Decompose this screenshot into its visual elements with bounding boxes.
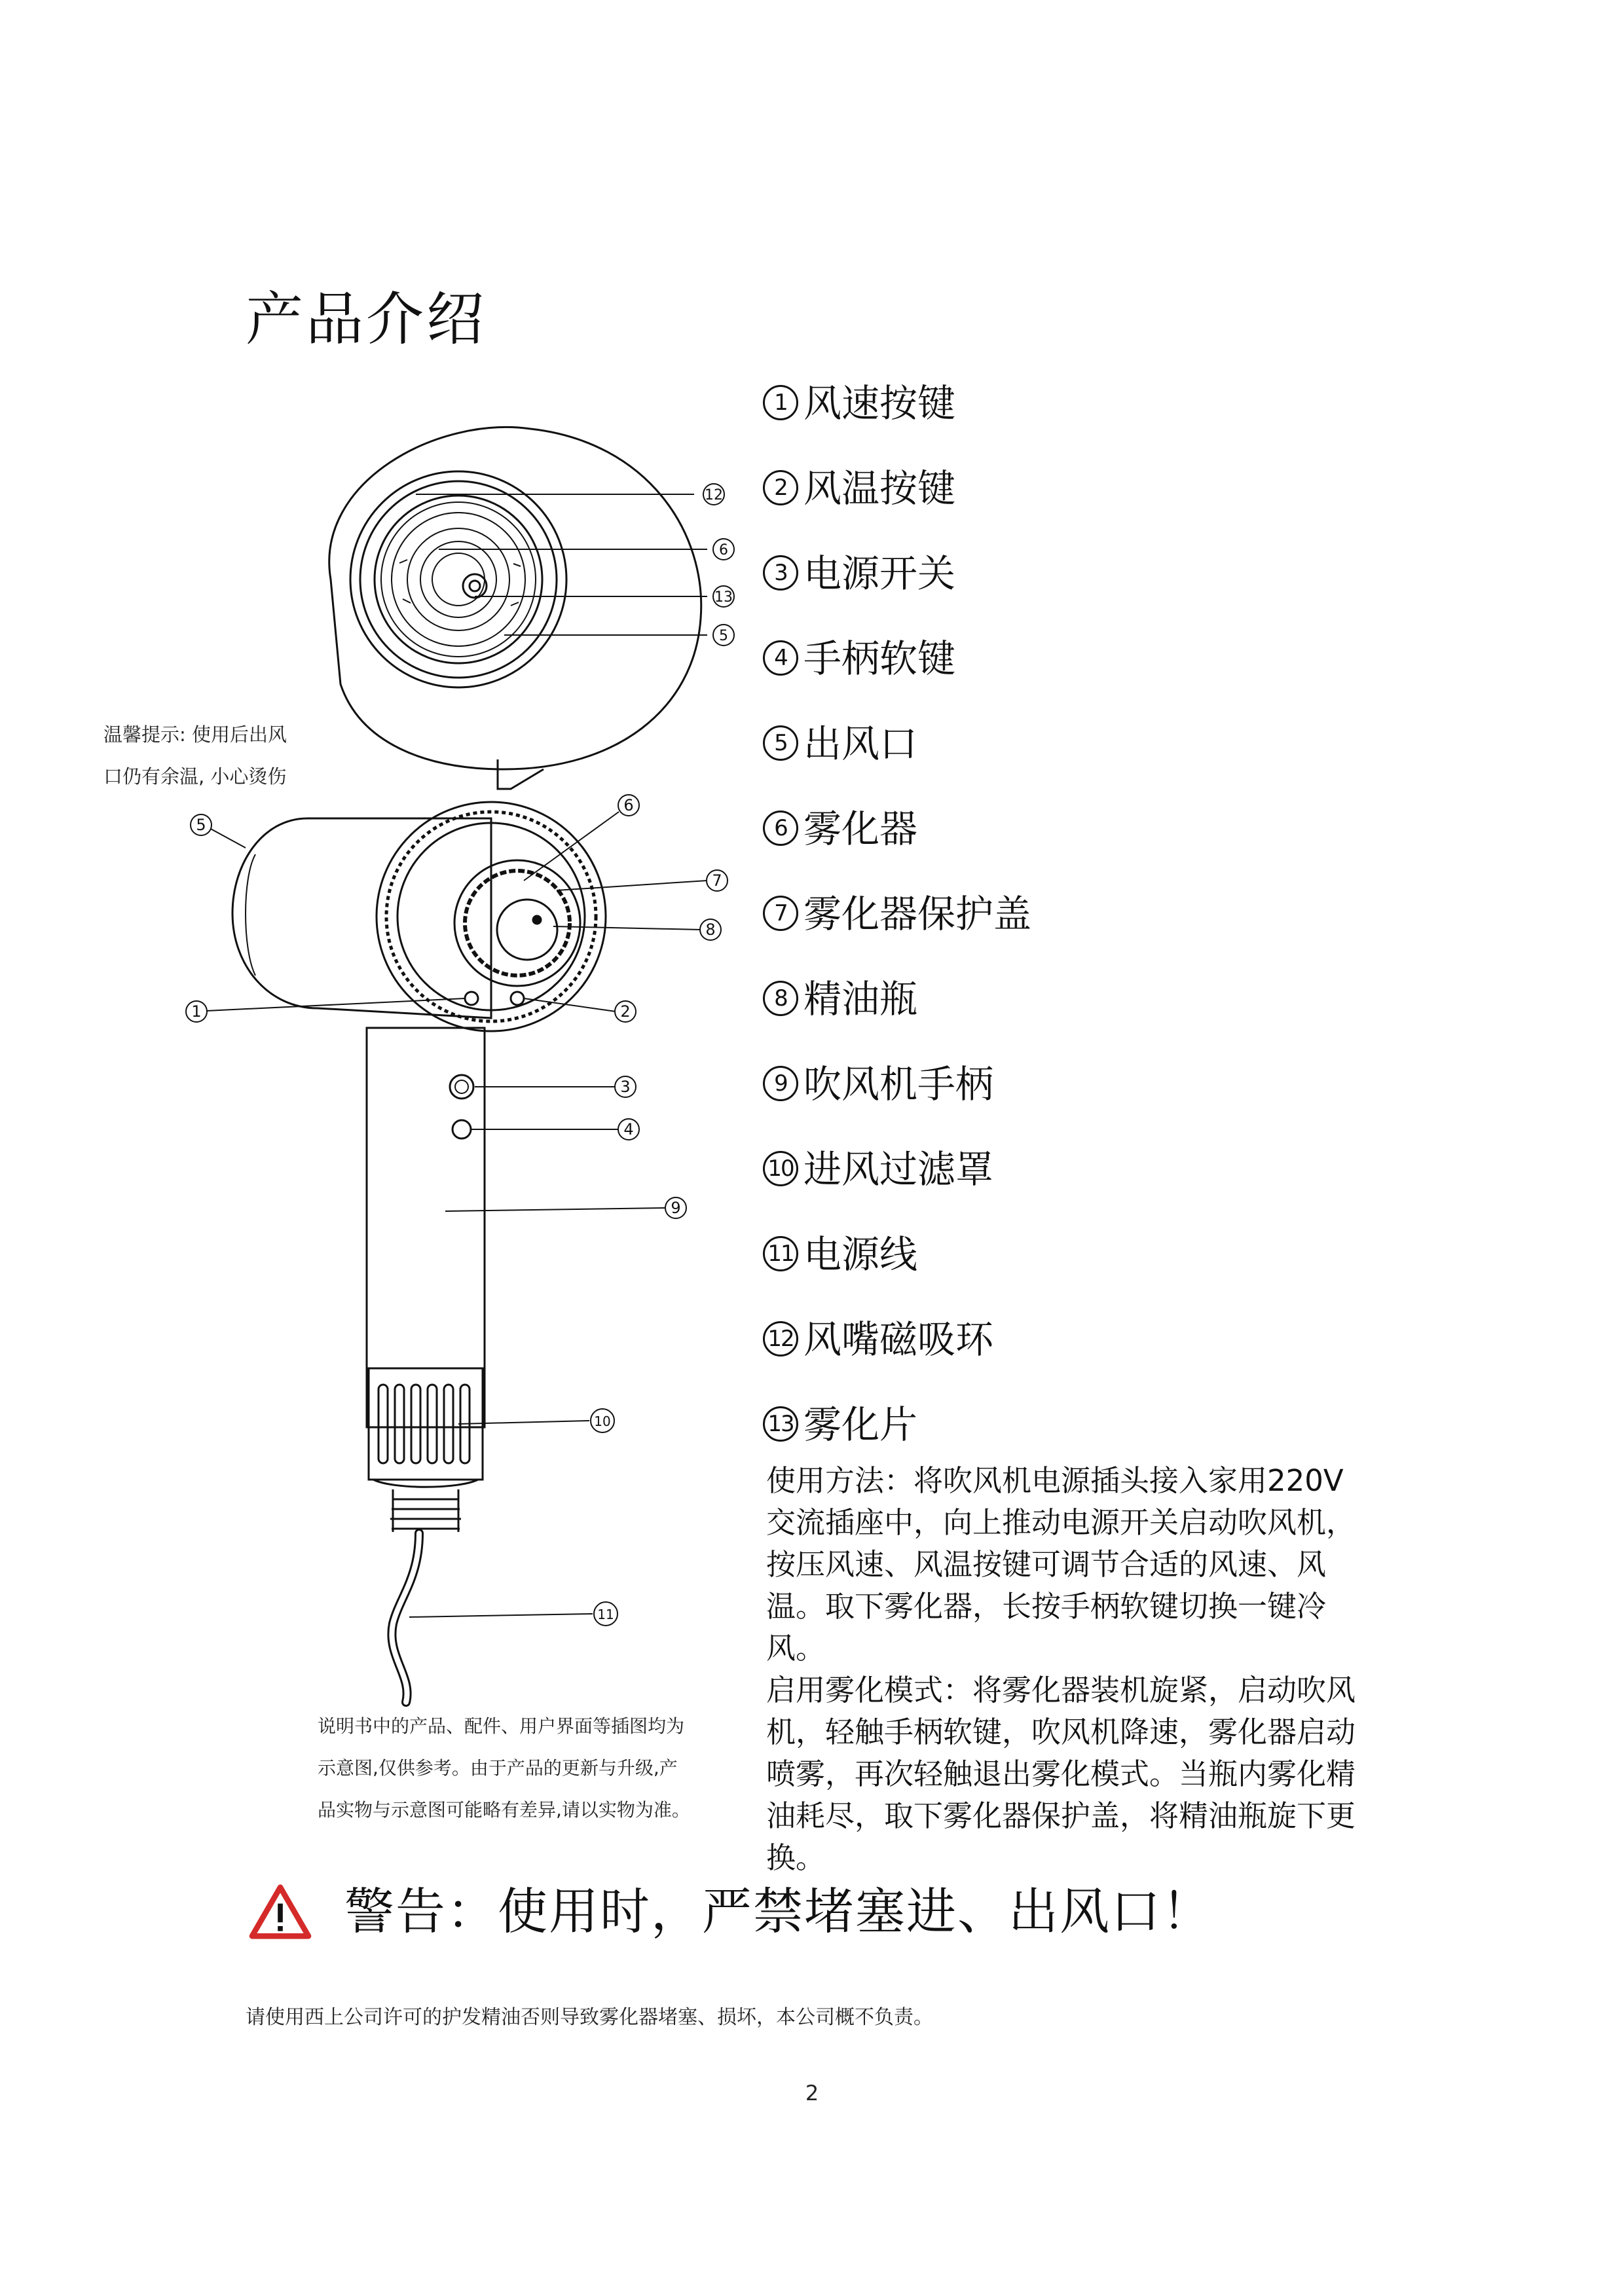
callout-4 [618, 1119, 639, 1140]
warning-triangle-icon [249, 1884, 312, 1940]
callout-1-label: 1 [191, 1002, 202, 1021]
part-number-badge: 9 [763, 1066, 798, 1101]
handle-soft-key [452, 1120, 471, 1139]
callout-2-label: 2 [620, 1002, 631, 1021]
part-label: 出风口 [803, 721, 918, 766]
callout-10 [591, 1409, 614, 1432]
diagram-hair-dryer [183, 792, 747, 1722]
usage-paragraph-basic: 使用方法：将吹风机电源插头接入家用220V 交流插座中，向上推动电源开关启动吹风机，按压风速、风温按键可调节合适的风速、风温。取下雾化器，长按手柄软键切换一键冷风。 [766, 1463, 1356, 1666]
oil-footnote: 请使用西上公司许可的护发精油否则导致雾化器堵塞、损坏，本公司概不负责。 [246, 2006, 933, 2029]
parts-list-item [763, 804, 1483, 889]
parts-list-item [763, 1144, 1483, 1230]
parts-list-item [763, 549, 1483, 634]
callout-6-label: 6 [623, 796, 634, 814]
diagram-nozzle-view [308, 403, 753, 795]
callout-3-label: 3 [620, 1078, 631, 1096]
callout-11 [594, 1602, 618, 1626]
callout-9 [665, 1197, 686, 1218]
temp-button [511, 992, 524, 1005]
page-title: 产品介绍 [246, 285, 487, 353]
part-number-badge: 11 [763, 1236, 798, 1271]
part-label: 精油瓶 [803, 977, 918, 1021]
parts-list-item [763, 1059, 1483, 1144]
speed-button [465, 992, 478, 1005]
part-label: 雾化器 [803, 807, 918, 851]
part-number-badge: 1 [763, 385, 798, 420]
part-number-badge: 4 [763, 640, 798, 676]
housing-outline [329, 427, 701, 769]
callout-9-label: 9 [671, 1199, 681, 1217]
disclaimer-line3: 品实物与示意图可能略有差异,请以实物为准。 [318, 1799, 690, 1821]
part-number-badge: 12 [763, 1321, 798, 1357]
callout-8 [700, 919, 721, 940]
parts-list-item [763, 464, 1483, 549]
callout-6-label: 6 [719, 542, 728, 558]
part-label: 风速按键 [803, 381, 956, 426]
dryer-head [232, 818, 491, 1018]
callout-7-label: 7 [712, 871, 722, 890]
parts-list-item [763, 974, 1483, 1059]
warm-hint [103, 714, 320, 797]
callout-5-label: 5 [719, 628, 728, 644]
callout-6 [713, 539, 734, 560]
part-label: 进风过滤罩 [803, 1147, 994, 1192]
parts-list-item [763, 1315, 1483, 1400]
atomizer-cover [454, 860, 580, 986]
callout-5 [191, 814, 212, 835]
usage-paragraph-atomizer: 启用雾化模式：将雾化器装机旋紧，启动吹风机，轻触手柄软键，吹风机降速，雾化器启动喷雾，再次轻触退出雾化模式。当瓶内雾化精油耗尽，取下雾化器保护盖，将精油瓶旋下更换。 [766, 1673, 1356, 1875]
parts-list-item [763, 889, 1483, 974]
part-label: 手柄软键 [803, 636, 956, 681]
warning-text: 警告：使用时，严禁堵塞进、出风口！ [344, 1882, 1213, 1941]
parts-list-item [763, 1230, 1483, 1315]
callout-2 [615, 1001, 636, 1022]
callout-6 [618, 795, 639, 816]
page-number: 2 [805, 2081, 819, 2105]
callout-4-label: 4 [623, 1120, 634, 1139]
part-number-badge: 6 [763, 811, 798, 846]
parts-list-item [763, 378, 1483, 464]
usage-instructions [766, 1460, 1382, 1879]
callout-7 [707, 870, 728, 891]
disclaimer-line1: 说明书中的产品、配件、用户界面等插图均为 [318, 1715, 685, 1737]
magnetic-ring [350, 471, 566, 687]
callout-1 [186, 1001, 207, 1022]
callout-13 [713, 586, 734, 607]
callout-8-label: 8 [705, 920, 716, 939]
parts-list-item [763, 719, 1483, 804]
callout-3 [615, 1076, 636, 1097]
callout-10-label: 10 [594, 1413, 611, 1429]
housing-base-tab [498, 759, 544, 789]
illustration-disclaimer [318, 1705, 737, 1831]
part-label: 吹风机手柄 [803, 1062, 994, 1106]
part-label: 风温按键 [803, 466, 956, 511]
part-number-badge: 7 [763, 896, 798, 931]
atomizer-disc [463, 574, 487, 598]
part-number-badge: 5 [763, 725, 798, 761]
part-number-badge: 3 [763, 555, 798, 591]
part-number-badge: 13 [763, 1406, 798, 1442]
callout-12-label: 12 [705, 487, 723, 503]
power-switch [450, 1075, 473, 1099]
callout-5-label: 5 [196, 816, 206, 834]
part-label: 雾化片 [803, 1402, 918, 1447]
disclaimer-line2: 示意图,仅供参考。由于产品的更新与升级,产 [318, 1757, 678, 1779]
part-label: 雾化器保护盖 [803, 892, 1032, 936]
part-number-badge: 2 [763, 470, 798, 505]
part-number-badge: 8 [763, 981, 798, 1016]
part-number-badge: 10 [763, 1151, 798, 1186]
parts-list-item [763, 634, 1483, 719]
part-label: 电源线 [803, 1232, 918, 1277]
warm-hint-line2: 口仍有余温, 小心烫伤 [103, 765, 287, 788]
warning-banner [249, 1872, 1213, 1951]
warm-hint-line1: 温馨提示: 使用后出风 [103, 723, 287, 746]
parts-list [763, 378, 1483, 1485]
callout-13-label: 13 [714, 589, 733, 606]
callout-12 [703, 484, 724, 505]
oil-bottle [497, 900, 557, 960]
callout-11-label: 11 [597, 1607, 614, 1622]
part-label: 电源开关 [803, 551, 956, 596]
callout-5 [713, 625, 734, 646]
part-label: 风嘴磁吸环 [803, 1317, 994, 1362]
cord-strain-relief [393, 1489, 458, 1532]
